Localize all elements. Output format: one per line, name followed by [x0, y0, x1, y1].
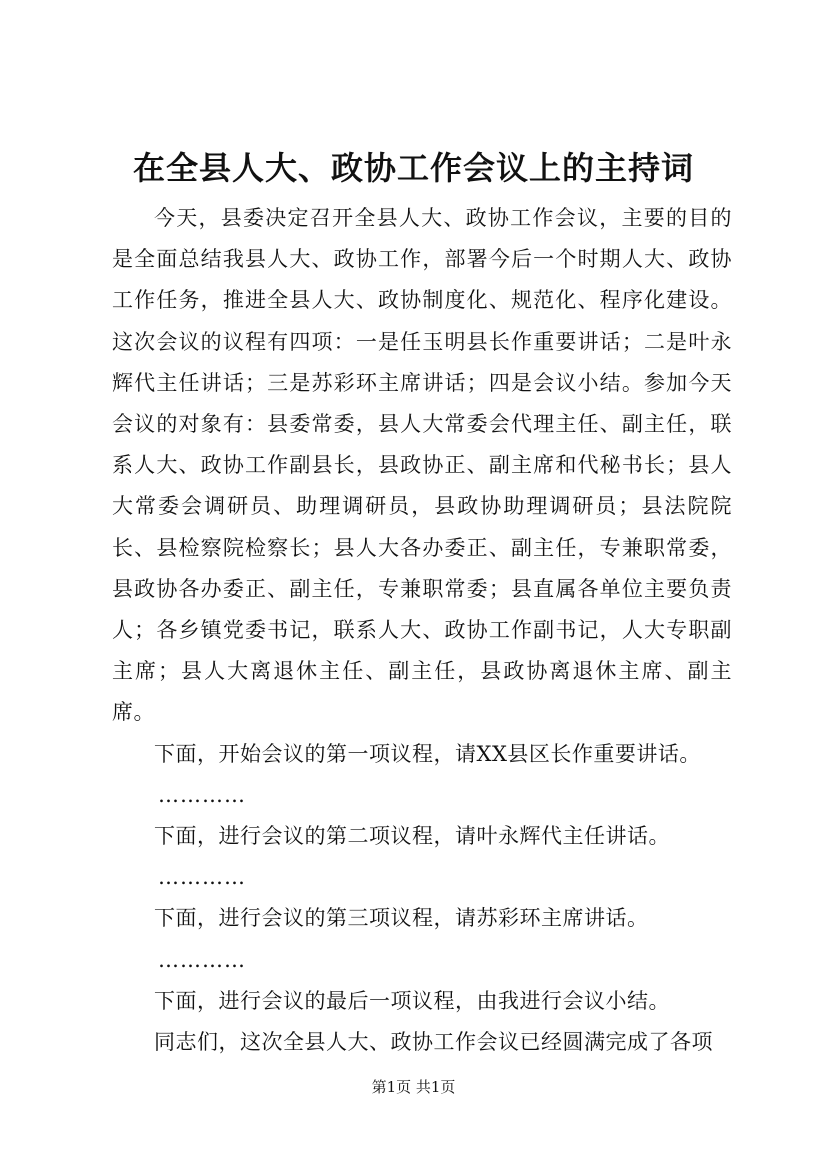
ellipsis-separator-1: ………… — [158, 782, 246, 807]
document-body — [112, 198, 732, 1063]
document-title: 在全县人大、政协工作会议上的主持词 — [132, 149, 694, 187]
agenda-item-4-paragraph: 下面，进行会议的最后一项议程，由我进行会议小结。 — [154, 988, 670, 1013]
closing-paragraph: 同志们，这次全县人大、政协工作会议已经圆满完成了各项 — [154, 1030, 713, 1055]
agenda-item-3-paragraph: 下面，进行会议的第三项议程，请苏彩环主席讲话。 — [154, 906, 649, 931]
agenda-item-2-paragraph: 下面，进行会议的第二项议程，请叶永辉代主任讲话。 — [154, 824, 670, 849]
page-footer: 第1页 共1页 — [371, 1078, 456, 1096]
ellipsis-separator-3: ………… — [158, 947, 246, 972]
agenda-item-1-paragraph: 下面，开始会议的第一项议程，请XX县区长作重要讲话。 — [154, 741, 701, 766]
opening-paragraph: 今天，县委决定召开全县人大、政协工作会议，主要的目的是全面总结我县人大、政协工作，部署今后一个时期人大、政协工作任务，推进全县人大、政协制度化、规范化、程序化建设。这次会议的议程有四项：一是任玉明县长作重要讲话；二是叶永辉代主任讲话；三是苏彩环主席讲话；四是会议小结。参加今天会议的对象有：县委常委，县人大常委会代理主任、副主任，联系人大、政协工作副县长，县政协正、副主席和代秘书长；县人大常委会调研员、助理调研员，县政协助理调研员；县法院院长、县检察院检察长；县人大各办委正、副主任，专兼职常委，县政协各办委正、副主任，专兼职常委；县直属各单位主要负责人；各乡镇党委书记，联系人大、政协工作副书记，人大专职副主席；县人大离退休主任、副主任，县政协离退休主席、副主席。 — [112, 206, 732, 725]
ellipsis-separator-2: ………… — [158, 865, 246, 890]
